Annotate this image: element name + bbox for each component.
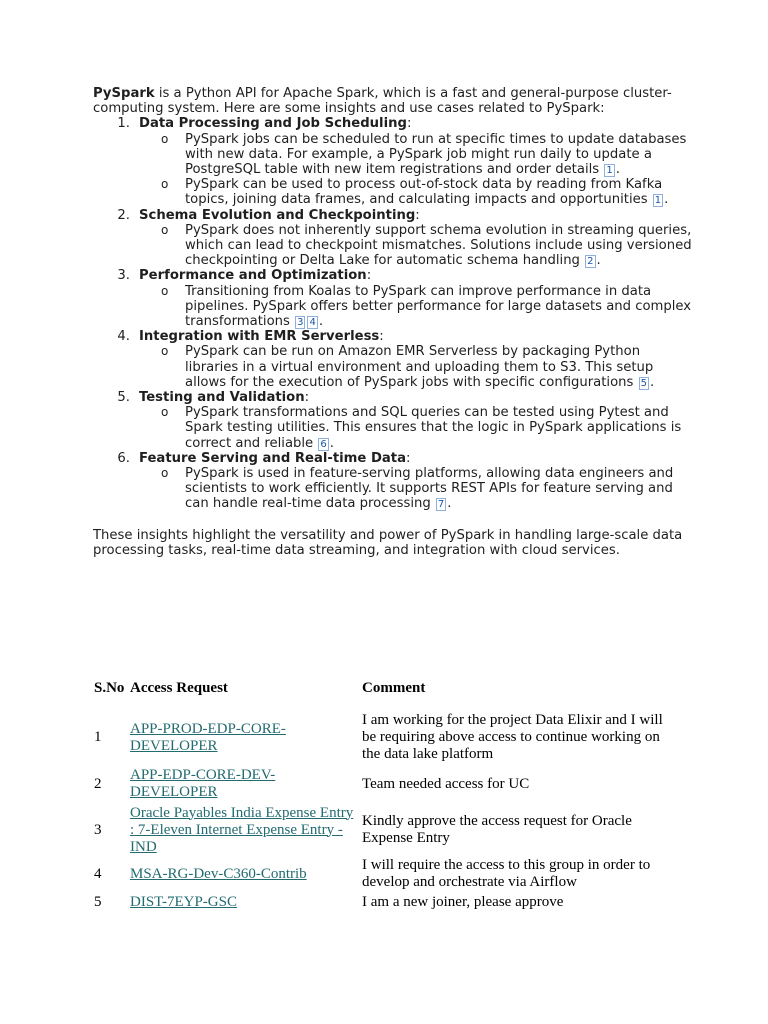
bullet-icon: o — [161, 344, 169, 359]
topic-title: Data Processing and Job Scheduling — [139, 116, 407, 132]
point-item: o PySpark does not inherently support schema evolution in streaming queries, which can lead to checkpoint mismatches. Solutions include using versioned checkpointing or Delta Lake for automatic schema handling 2 . — [161, 222, 692, 269]
cell-access-request — [127, 856, 359, 892]
access-request-link[interactable]: APP-PROD-EDP-CORE-DEVELOPER — [130, 720, 286, 754]
topic-list — [93, 116, 693, 511]
topic-number: 5. — [117, 390, 130, 406]
article-body — [93, 86, 693, 558]
point-text: PySpark jobs can be scheduled to run at specific times to update databases with new data. For example, a PySpark job might run daily to update a PostgreSQL table with new item registrations and order details — [185, 131, 687, 178]
point-item: o PySpark jobs can be scheduled to run at specific times to update databases with new data. For example, a PySpark job might run daily to update a PostgreSQL table with new item registrations and order details 1 . — [161, 131, 687, 178]
point-item: o PySpark can be used to process out-of-stock data by reading from Kafka topics, joining data frames, and calculating impacts and opportunities 1 . — [161, 177, 669, 208]
cell-access-request — [127, 892, 359, 912]
citation-link[interactable]: 7 — [437, 499, 445, 511]
topic-number: 2. — [117, 207, 130, 223]
header-sno: S.No — [94, 679, 125, 696]
point-list — [139, 284, 693, 330]
point-item: o PySpark is used in feature-serving platforms, allowing data engineers and scientists to work efficiently. It supports REST APIs for feature serving and can handle real-time data processing 7 . — [161, 466, 674, 512]
cell-sno: 2 — [94, 775, 102, 792]
point-text: PySpark can be run on Amazon EMR Serverless by packaging Python libraries in a virtual environment and uploading them to S3. This setup allows for the execution of PySpark jobs with specific configurations — [185, 344, 654, 390]
citation-link[interactable]: 1 — [606, 165, 613, 177]
cell-sno: 5 — [94, 893, 102, 910]
topic-number: 3. — [117, 268, 130, 284]
access-request-link[interactable]: Oracle Payables India Expense Entry : 7-Eleven Internet Expense Entry - IND — [130, 804, 354, 855]
cell-comment: Team needed access for UC — [362, 775, 530, 792]
topic-item: 2. Schema Evolution and Checkpointing: o PySpark does not inherently support schema evolution in streaming queries, which can lead to checkpoint mismatches. Solutions include using versioned checkpointing or Delta Lake for automatic schema handling 2 . — [93, 208, 693, 269]
bullet-icon: o — [161, 131, 169, 146]
table-row — [91, 856, 680, 892]
topic-title: Feature Serving and Real-time Data — [139, 450, 406, 466]
access-request-table — [91, 675, 680, 912]
topic-title: Performance and Optimization — [139, 268, 367, 284]
intro-text: is a Python API for Apache Spark, which is a fast and general-purpose cluster-computing system. Here are some insights and use cases related to PySpark: — [93, 86, 672, 117]
header-access-request: Access Request — [130, 679, 228, 696]
table-row — [91, 711, 680, 764]
point-text: PySpark can be used to process out-of-stock data by reading from Kafka topics, joining data frames, and calculating impacts and opportunities — [185, 177, 663, 208]
cell-comment: Kindly approve the access request for Oracle Expense Entry — [362, 813, 632, 846]
topic-number: 1. — [117, 116, 130, 132]
intro-lead: PySpark — [93, 86, 155, 101]
point-item: o Transitioning from Koalas to PySpark can improve performance in data pipelines. PySpark offers better performance for large datasets and complex transformations 3 4 . — [161, 283, 692, 330]
cell-access-request — [127, 804, 359, 856]
bullet-icon: o — [161, 177, 169, 192]
topic-item: 3. Performance and Optimization: o Transitioning from Koalas to PySpark can improve performance in data pipelines. PySpark offers better performance for large datasets and complex transformations 3 4 . — [93, 268, 693, 329]
cell-comment: I am a new joiner, please approve — [362, 893, 564, 910]
table-row — [91, 764, 680, 804]
cell-comment: I will require the access to this group in order to develop and orchestrate via Airflow — [362, 857, 651, 890]
point-text: PySpark is used in feature-serving platforms, allowing data engineers and scientists to work efficiently. It supports REST APIs for feature serving and can handle real-time data processing — [185, 466, 674, 512]
citation-link[interactable]: 3 — [297, 317, 304, 329]
cell-access-request — [127, 764, 359, 804]
point-list — [139, 344, 693, 390]
topic-number: 4. — [117, 329, 130, 345]
topic-number: 6. — [117, 450, 130, 466]
access-request-link[interactable]: DIST-7EYP-GSC — [130, 893, 237, 910]
access-request-link[interactable]: MSA-RG-Dev-C360-Contrib — [130, 865, 307, 882]
table-header-row — [91, 675, 680, 701]
point-text: Transitioning from Koalas to PySpark can improve performance in data pipelines. PySpark offers better performance for large datasets and complex transformations — [185, 283, 692, 330]
citation-link[interactable]: 5 — [640, 377, 647, 389]
cell-sno: 3 — [94, 821, 102, 838]
intro-paragraph — [93, 86, 693, 116]
citation-link[interactable]: 1 — [654, 195, 662, 207]
point-item: o PySpark transformations and SQL queries can be tested using Pytest and Spark testing utilities. This ensures that the logic in PySpark applications is correct and reliable 6 . — [161, 405, 682, 451]
cell-comment: I am working for the project Data Elixir and I will be requiring above access to continue working on the data lake platform — [362, 712, 663, 762]
cell-access-request — [127, 711, 359, 764]
topic-item: 6. Feature Serving and Real-time Data: o PySpark is used in feature-serving platforms, allowing data engineers and scientists to work efficiently. It supports REST APIs for feature serving and can handle real-time data processing 7 . — [93, 451, 693, 512]
summary-paragraph: These insights highlight the versatility and power of PySpark in handling large-scale data processing tasks, real-time data streaming, and integration with cloud services. — [93, 527, 683, 558]
point-text: PySpark transformations and SQL queries can be tested using Pytest and Spark testing utilities. This ensures that the logic in PySpark applications is correct and reliable — [185, 405, 682, 451]
point-item: o PySpark can be run on Amazon EMR Serverless by packaging Python libraries in a virtual environment and uploading them to S3. This setup allows for the execution of PySpark jobs with specific configurations 5 . — [161, 344, 655, 390]
point-text: PySpark does not inherently support schema evolution in streaming queries, which can lead to checkpoint mismatches. Solutions include using versioned checkpointing or Delta Lake for automatic schema handling — [185, 222, 692, 269]
cell-sno: 1 — [94, 729, 102, 745]
citation-link[interactable]: 4 — [309, 317, 316, 329]
bullet-icon: o — [161, 222, 169, 237]
bullet-icon: o — [161, 405, 169, 420]
citation-link[interactable]: 2 — [587, 256, 594, 268]
point-list — [139, 466, 693, 512]
access-request-link[interactable]: APP-EDP-CORE-DEV-DEVELOPER — [130, 767, 276, 800]
table-row — [91, 892, 680, 912]
topic-title: Integration with EMR Serverless — [139, 329, 380, 345]
topic-item: 5. Testing and Validation: o PySpark transformations and SQL queries can be tested using Pytest and Spark testing utilities. This ensures that the logic in PySpark applications is correct and reliable 6 . — [93, 390, 693, 451]
point-list — [139, 223, 693, 269]
header-comment: Comment — [362, 679, 426, 696]
topic-title: Schema Evolution and Checkpointing — [139, 207, 416, 223]
topic-item: 1. Data Processing and Job Scheduling: o PySpark jobs can be scheduled to run at specific times to update databases with new data. For example, a PySpark job might run daily to update a PostgreSQL table with new item registrations and order details 1 . o PySpark can be used to process out-of-stock data by reading from Kafka topics, joining data frames, and calculating impacts and opportunities 1 . — [93, 116, 693, 207]
topic-item: 4. Integration with EMR Serverless: o PySpark can be run on Amazon EMR Serverless by packaging Python libraries in a virtual environment and uploading them to S3. This setup allows for the execution of PySpark jobs with specific configurations 5 . — [93, 329, 693, 390]
bullet-icon: o — [161, 283, 169, 298]
point-list — [139, 405, 693, 451]
point-list — [139, 132, 693, 208]
citation-link[interactable]: 6 — [320, 438, 327, 450]
cell-sno: 4 — [94, 865, 102, 882]
table-row — [91, 804, 680, 856]
topic-title: Testing and Validation — [139, 390, 305, 406]
bullet-icon: o — [161, 466, 169, 481]
